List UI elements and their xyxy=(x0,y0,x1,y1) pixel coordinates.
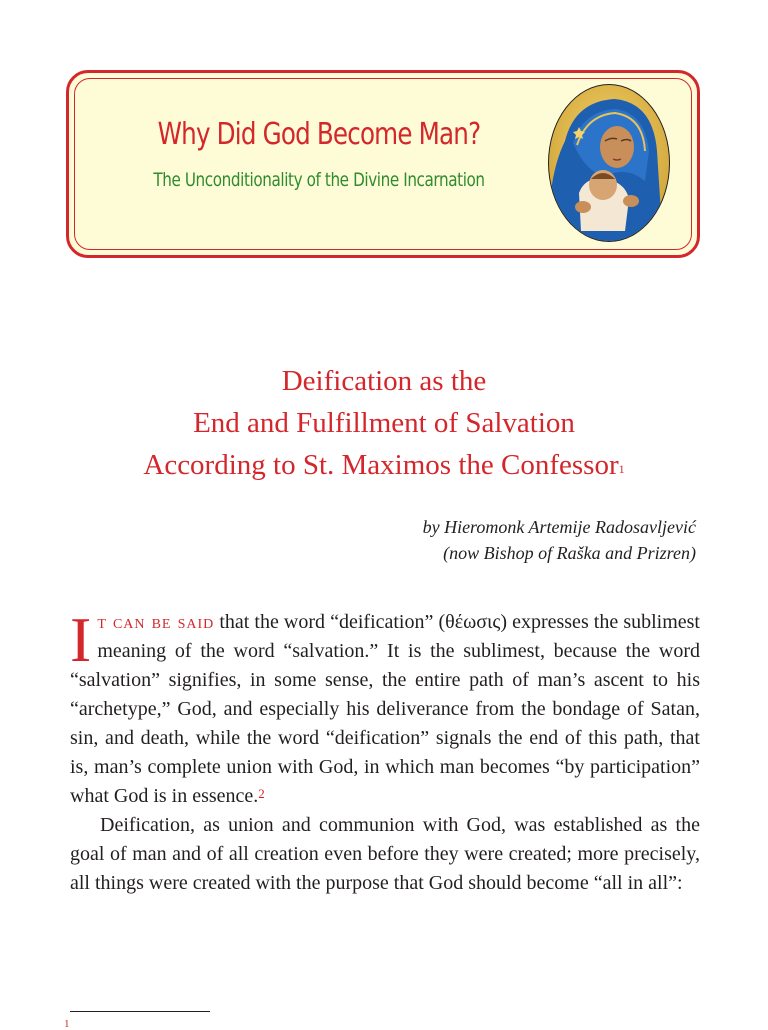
byline-author: by Hieromonk Artemije Radosavljević xyxy=(422,517,696,537)
series-title: Why Did God Become Man? xyxy=(157,117,481,152)
article-title-line-3-text: According to St. Maximos the Confessor xyxy=(143,449,619,481)
byline xyxy=(423,514,696,566)
byline-note: (now Bishop of Raška and Prizren) xyxy=(443,543,696,563)
drop-cap: I xyxy=(70,604,92,675)
title-footnote-ref[interactable]: 1 xyxy=(618,462,625,476)
paragraph-1 xyxy=(70,604,700,811)
paragraph-2: Deification, as union and communion with God, was established as the goal of man and of all creation even before they were created; more precisely, all things were created with the purpose that God should become “all in all”: xyxy=(70,814,700,894)
footnote-marker: 1 xyxy=(64,1018,70,1030)
lead-in-smallcaps: t can be said xyxy=(97,611,215,633)
article-title xyxy=(0,360,768,486)
madonna-and-child-icon xyxy=(545,81,673,245)
article-title-line-3 xyxy=(0,444,768,486)
footnote-ref-2[interactable]: 2 xyxy=(258,786,265,801)
article-title-line-2: End and Fulfillment of Salvation xyxy=(193,407,575,439)
header-banner xyxy=(66,70,700,258)
paragraph-1-text: that the word “deification” (θέωσις) expresses the sublimest meaning of the word “salvation.” It is the sublimest, because the word “salvation” signifies, in some sense, the entire path of man’s ascent to his “archetype,” God, and especially his deliverance from the bondage of Satan, sin, and death, while the word “deification” signals the end of this path, that is, man’s complete union with God, in which man becomes “by participation” what God is in essence. xyxy=(70,611,700,807)
footnote-divider xyxy=(70,1011,210,1012)
article-body xyxy=(70,604,700,898)
article-title-line-1: Deification as the xyxy=(281,365,487,397)
series-subtitle: The Unconditionality of the Divine Incarnation xyxy=(153,169,485,191)
